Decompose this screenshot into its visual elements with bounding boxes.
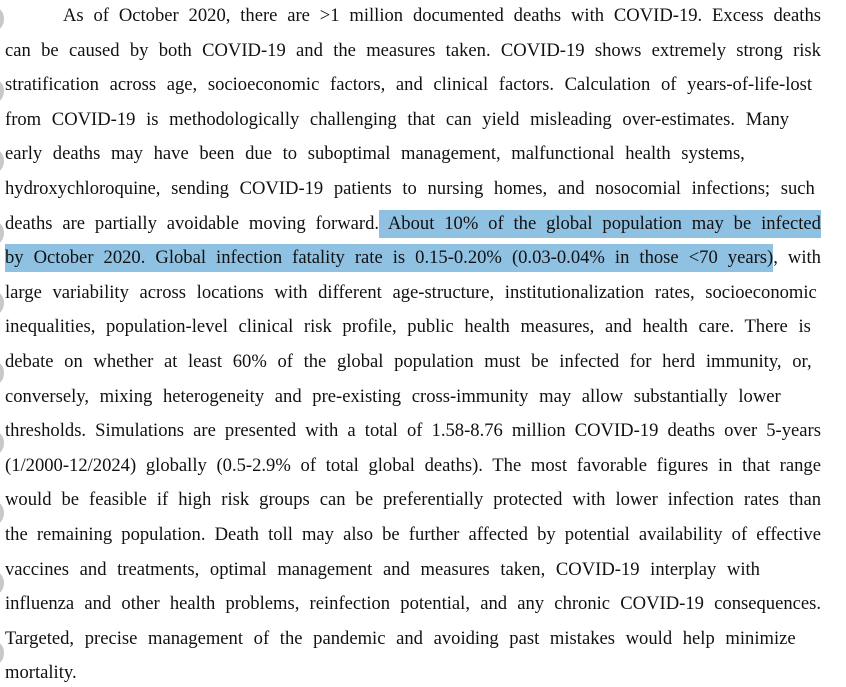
punch-hole-mark: [0, 150, 4, 172]
line-text: hydroxychloroquine, sending COVID-19 patients to nursing homes, and nosocomial infections; such: [5, 178, 815, 199]
text-line: [5, 37, 821, 65]
punch-hole-mark: [0, 222, 4, 244]
line-text: As of October 2020, there are >1 million documented deaths with COVID-19. Excess deaths: [63, 5, 822, 26]
text-line: [5, 210, 821, 238]
text-line: [5, 383, 781, 411]
text-line: [5, 556, 760, 584]
text-line: [5, 625, 796, 653]
text-line: [5, 71, 812, 99]
text-line: [5, 279, 817, 307]
punch-hole-mark: [0, 502, 4, 524]
text-line: [5, 590, 821, 618]
text-line: [5, 521, 821, 549]
text-line: [5, 452, 821, 480]
text-line: [5, 140, 745, 168]
line-text: the remaining population. Death toll may also be further affected by potential availability of effective: [5, 524, 821, 545]
punch-hole-mark: [0, 642, 4, 664]
text-line: [5, 313, 811, 341]
line-text: Targeted, precise management of the pandemic and avoiding past mistakes would help minimize: [5, 627, 796, 649]
line-text: influenza and other health problems, reinfection potential, and any chronic COVID-19 consequences.: [5, 593, 822, 615]
punch-hole-mark: [0, 432, 4, 454]
line-text: deaths are partially avoidable moving forward.: [5, 212, 380, 234]
punch-hole-mark: [0, 80, 4, 102]
line-text: thresholds. Simulations are presented with a total of 1.58-8.76 million COVID-19 deaths over 5-years: [5, 420, 821, 442]
line-text: vaccines and treatments, optimal management and measures taken, COVID-19 interplay with: [5, 558, 760, 580]
line-text: can be caused by both COVID-19 and the measures taken. COVID-19 shows extremely strong risk: [5, 39, 821, 61]
text-line: [5, 244, 821, 272]
text-line: [5, 175, 815, 203]
punch-hole-mark: [0, 572, 4, 594]
text-line: [5, 659, 77, 687]
line-text: , with: [773, 247, 821, 269]
line-text: would be feasible if high risk groups can be preferentially protected with lower infection rates than: [5, 489, 822, 511]
highlighted-text: About 10% of the global population may be infected: [379, 210, 821, 238]
punch-hole-mark: [0, 362, 4, 384]
text-line: [5, 417, 821, 445]
text-line: [5, 486, 821, 514]
text-line: [5, 348, 812, 376]
line-text: (1/2000-12/2024) globally (0.5-2.9% of total global deaths). The most favorable figures in that range: [5, 454, 821, 476]
line-text: inequalities, population-level clinical risk profile, public health measures, and health care. There is: [5, 316, 811, 338]
line-text: large variability across locations with different age-structure, institutionalization rates, socioeconomic: [5, 281, 817, 303]
punch-hole-mark: [0, 8, 4, 30]
line-text: conversely, mixing heterogeneity and pre-existing cross-immunity may allow substantially lower: [5, 385, 781, 407]
line-text: from COVID-19 is methodologically challenging that can yield misleading over-estimates. Many: [5, 108, 790, 130]
line-text: stratification across age, socioeconomic factors, and clinical factors. Calculation of years-of-life-lost: [5, 74, 813, 96]
line-text: mortality.: [5, 662, 77, 684]
text-line: [63, 2, 821, 30]
line-text: early deaths may have been due to suboptimal management, malfunctional health systems,: [5, 143, 745, 165]
highlighted-text: by October 2020. Global infection fatality rate is 0.15-0.20% (0.03-0.04% in those <70 years): [5, 244, 773, 272]
line-text: debate on whether at least 60% of the global population must be infected for herd immunity, or,: [5, 351, 812, 372]
text-line: [5, 106, 789, 134]
punch-hole-mark: [0, 292, 4, 314]
